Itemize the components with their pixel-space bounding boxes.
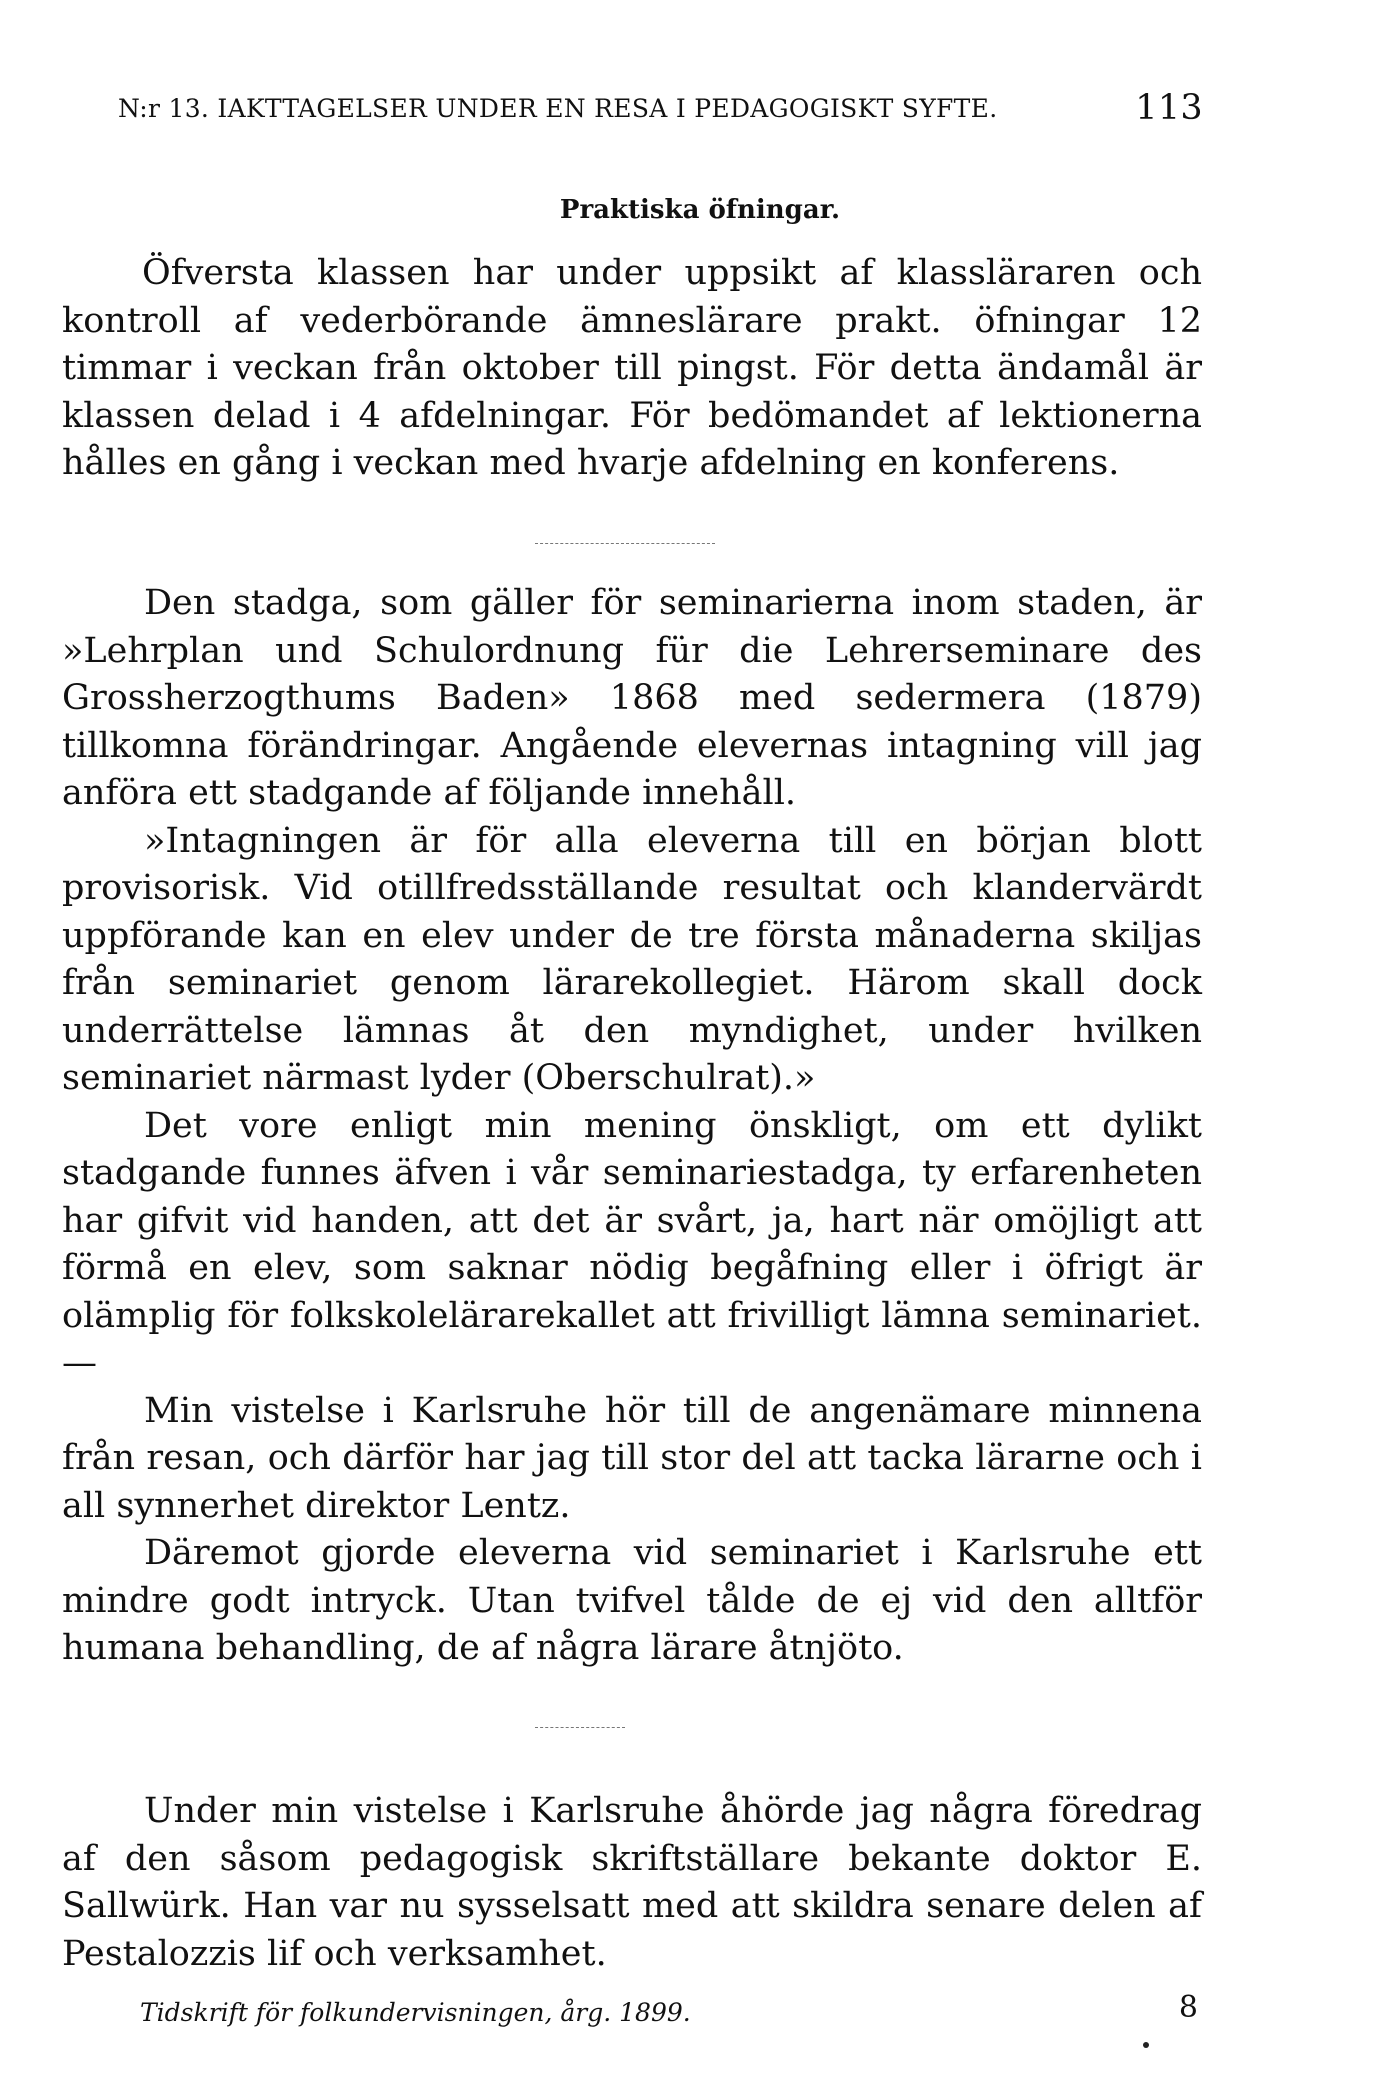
section-stadga <box>62 580 1202 1673</box>
paragraph: Min vistelse i Karlsruhe hör till de angenämare minnena från resan, och därför har jag till stor del att tacka lärarne och i all synnerhet direktor Lentz. <box>62 1390 1202 1526</box>
journal-citation: Tidskrift för folkundervisningen, årg. 1899. <box>140 1998 691 2027</box>
paragraph: Under min vistelse i Karlsruhe åhörde jag några föredrag af den såsom pedagogisk skriftställare bekante doktor E. Sallwürk. Han var nu sysselsatt med att skildra senare delen af Pestalozzis lif och verksamhet. <box>62 1791 1202 1974</box>
section-heading: Praktiska öfningar. <box>559 195 841 225</box>
section-divider <box>535 543 715 544</box>
section-divider <box>535 1727 625 1728</box>
paragraph: Däremot gjorde eleverna vid seminariet i Karlsruhe ett mindre godt intryck. Utan tvifvel tålde de ej vid den alltför humana behandling, de af några lärare åtnjöto. <box>62 1533 1202 1668</box>
print-mark-dot <box>1143 2042 1149 2048</box>
paragraph: Den stadga, som gäller för seminarierna inom staden, är »Lehrplan und Schulordnung für die Lehrerseminare des Grossherzogthums Baden» 1868 med sedermera (1879) tillkomna förändringar. Angående elevernas intagning vill jag anföra ett stadgande af följande innehåll. <box>62 583 1202 813</box>
paragraph: »Intagningen är för alla eleverna till en början blott provisorisk. Vid otillfredsställande resultat och klandervärdt uppförande kan en elev under de tre första månaderna skiljas från seminariet genom lärarekollegiet. Härom skall dock underrättelse lämnas åt den myndighet, under hvilken seminariet närmast lyder (Oberschulrat).» <box>62 820 1202 1098</box>
running-title: N:r 13. IAKTTAGELSER UNDER EN RESA I PEDAGOGISKT SYFTE. <box>118 94 998 123</box>
page-number: 113 <box>1135 88 1203 128</box>
page-footer <box>140 1990 1210 2030</box>
paragraph: Öfversta klassen har under uppsikt af klassläraren och kontroll af vederbörande ämneslärare prakt. öfningar 12 timmar i veckan från oktober till pingst. För detta ändamål är klassen delad i 4 afdelningar. För bedömandet af lektionerna hålles en gång i veckan med hvarje afdelning en konferens. <box>62 253 1202 483</box>
section-praktiska-ofningar <box>62 250 1202 488</box>
running-header <box>118 88 1203 128</box>
signature-mark: 8 <box>1178 1990 1198 2025</box>
section-sallwurk <box>62 1788 1202 1978</box>
paragraph: Det vore enligt min mening önskligt, om ett dylikt stadgande funnes äfven i vår seminariestadga, ty erfarenheten har gifvit vid handen, att det är svårt, ja, hart när omöjligt att förmå en elev, som saknar nödig begåfning eller i öfrigt är olämplig för folkskolelärarekallet att frivilligt lämna seminariet. — <box>62 1105 1202 1383</box>
